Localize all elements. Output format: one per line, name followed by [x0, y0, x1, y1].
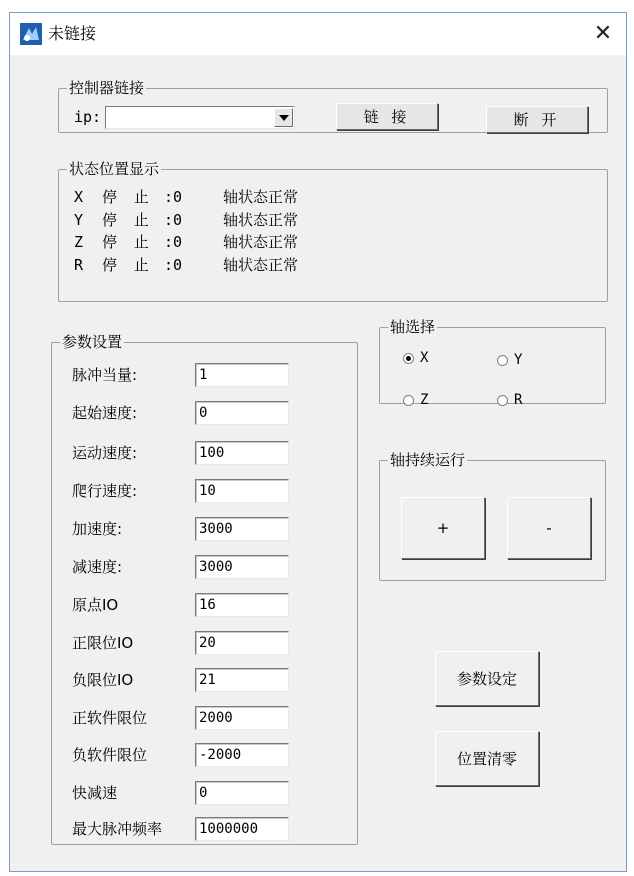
radio-dot[interactable] — [403, 353, 414, 364]
axis-radio-y[interactable] — [497, 352, 522, 368]
axis-radio-label: Y — [514, 352, 523, 368]
chevron-down-icon[interactable] — [274, 108, 293, 127]
status-message: 轴状态正常 — [223, 256, 299, 274]
params-legend: 参数设置 — [62, 333, 123, 351]
title-bar — [10, 13, 626, 55]
param-input[interactable] — [195, 817, 289, 841]
status-axis-label: Z — [74, 233, 84, 251]
ip-label: ip: — [74, 108, 102, 126]
status-state-text: 停 止 — [102, 233, 155, 251]
param-input[interactable] — [195, 668, 289, 692]
set-params-button[interactable]: 参数设定 — [435, 651, 539, 706]
status-axis-label: Y — [74, 211, 84, 229]
disconnect-button[interactable]: 断 开 — [486, 106, 588, 133]
status-legend: 状态位置显示 — [69, 160, 160, 178]
window-title: 未链接 — [48, 24, 97, 43]
axis-radio-r[interactable] — [497, 392, 522, 408]
param-label: 最大脉冲频率 — [72, 820, 163, 838]
axis-radio-label: R — [514, 392, 523, 408]
param-label: 正限位IO — [72, 634, 134, 652]
param-input[interactable] — [195, 593, 289, 617]
jog-plus-button[interactable]: + — [401, 497, 485, 559]
radio-dot[interactable] — [497, 395, 508, 406]
param-label: 正软件限位 — [72, 709, 148, 727]
status-group — [58, 160, 608, 302]
param-label: 运动速度: — [72, 444, 138, 462]
param-input[interactable] — [195, 743, 289, 767]
param-label: 负限位IO — [72, 671, 134, 689]
radio-dot[interactable] — [497, 355, 508, 366]
param-label: 原点IO — [72, 596, 119, 614]
connection-legend: 控制器链接 — [69, 79, 145, 97]
status-axis-label: X — [74, 188, 84, 206]
param-input[interactable] — [195, 401, 289, 425]
param-label: 加速度: — [72, 520, 123, 538]
jog-minus-button[interactable]: - — [507, 497, 591, 559]
param-input[interactable] — [195, 706, 289, 730]
status-position-value: :0 — [164, 256, 183, 274]
status-state-text: 停 止 — [102, 188, 155, 206]
status-state-text: 停 止 — [102, 256, 155, 274]
status-message: 轴状态正常 — [223, 211, 299, 229]
radio-dot[interactable] — [403, 395, 414, 406]
status-position-value: :0 — [164, 211, 183, 229]
status-message: 轴状态正常 — [223, 233, 299, 251]
param-input[interactable] — [195, 555, 289, 579]
param-input[interactable] — [195, 781, 289, 805]
connect-button[interactable]: 链 接 — [336, 103, 438, 130]
param-label: 减速度: — [72, 558, 123, 576]
status-axis-label: R — [74, 256, 84, 274]
axis-radio-label: Z — [420, 392, 429, 408]
zero-position-button[interactable]: 位置清零 — [435, 731, 539, 786]
status-position-value: :0 — [164, 188, 183, 206]
param-label: 快减速 — [72, 784, 118, 802]
param-label: 起始速度: — [72, 404, 138, 422]
param-label: 负软件限位 — [72, 746, 148, 764]
param-input[interactable] — [195, 363, 289, 387]
ip-input[interactable] — [106, 107, 278, 128]
axis-radio-x[interactable] — [403, 350, 428, 366]
close-icon[interactable]: ✕ — [593, 21, 613, 46]
client-area — [10, 55, 626, 871]
param-input[interactable] — [195, 441, 289, 465]
status-state-text: 停 止 — [102, 211, 155, 229]
axis-radio-z[interactable] — [403, 392, 428, 408]
axis-select-legend: 轴选择 — [390, 318, 436, 336]
param-input[interactable] — [195, 517, 289, 541]
param-label: 脉冲当量: — [72, 366, 138, 384]
status-position-value: :0 — [164, 233, 183, 251]
ip-combobox[interactable] — [105, 106, 295, 129]
param-input[interactable] — [195, 631, 289, 655]
main-window — [9, 12, 627, 872]
axis-radio-label: X — [420, 350, 429, 366]
status-message: 轴状态正常 — [223, 188, 299, 206]
param-input[interactable] — [195, 479, 289, 503]
app-icon — [20, 23, 42, 45]
param-label: 爬行速度: — [72, 482, 138, 500]
jog-legend: 轴持续运行 — [390, 451, 466, 469]
